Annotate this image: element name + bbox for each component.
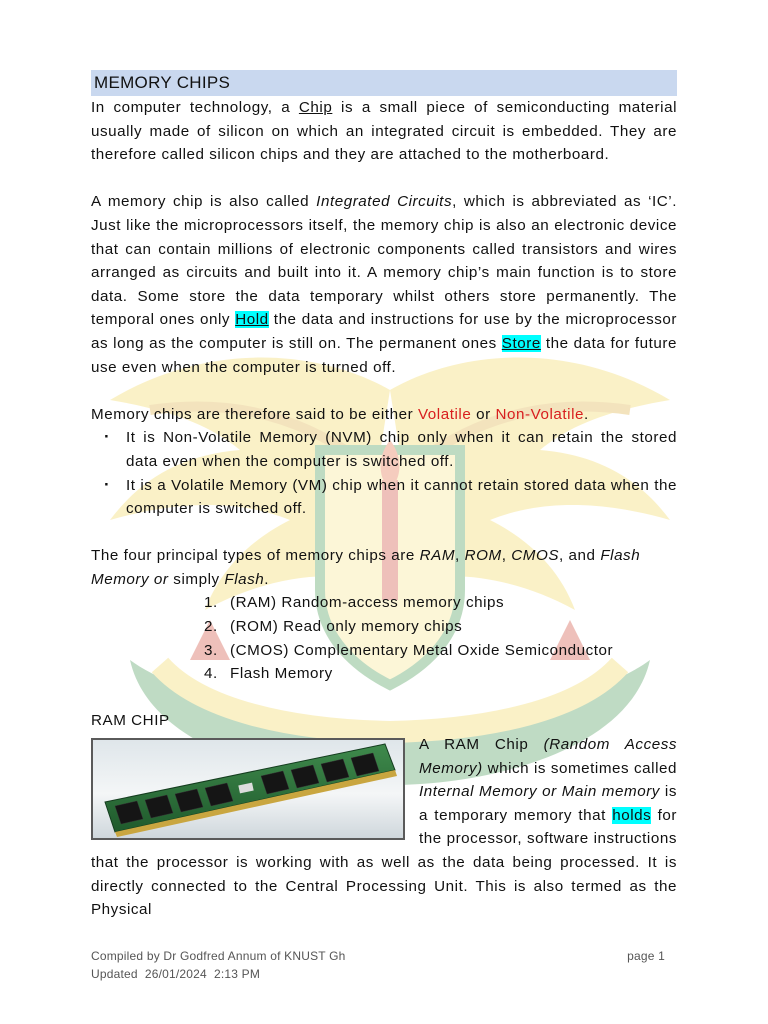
list-item: · It is Non-Volatile Memory (NVM) chip only when it can retain the stored data even when the computer is switched off. [91, 426, 677, 473]
term-cmos: CMOS [511, 547, 559, 565]
ram-module-icon [93, 740, 403, 838]
paragraph-chip-types: The four principal types of memory chips are RAM, ROM, CMOS, and Flash Memory or simply Flash. [91, 547, 641, 588]
paragraph-chip-definition: In computer technology, a Chip is a small piece of semiconducting material usually made of silicon on which an integrated circuit is embedded. They are therefore called silicon chips and they are attached to the motherboard. [91, 99, 678, 164]
section-heading-ram-chip: RAM CHIP [91, 712, 170, 730]
paragraph-volatility: Memory chips are therefore said to be either Volatile or Non-Volatile. [91, 405, 589, 423]
paragraph-ram-chip: A RAM Chip (Random Access Memory) which is sometimes called Internal Memory or Main memory is a temporary memory that holds for the processor, software instructions that the processor is working with as well as the data being processed. It is directly connected to the Central Processing Unit. This is also termed as the Physical [91, 736, 678, 919]
ram-section [91, 733, 677, 922]
footer-page-number: page 1 [627, 949, 665, 963]
highlight-hold: Hold [235, 311, 269, 329]
memory-types-list [91, 591, 677, 685]
list-item: 2. (ROM) Read only memory chips [204, 618, 463, 636]
footer-compiled-by: Compiled by Dr Godfred Annum of KNUST Gh [91, 949, 346, 963]
ram-module-image [91, 738, 405, 840]
list-item: 4. Flash Memory [204, 665, 333, 683]
highlight-holds: holds [612, 806, 652, 824]
term-internal-memory: Internal Memory or Main memory [419, 783, 660, 801]
term-ram: RAM [419, 547, 456, 565]
volatility-bullet-list [91, 426, 677, 520]
page-footer [91, 947, 665, 983]
document-body [91, 70, 677, 922]
list-item: 3. (CMOS) Complementary Metal Oxide Semiconductor [204, 641, 614, 659]
paragraph-memory-chip: A memory chip is also called Integrated Circuits, which is abbreviated as ‘IC’. Just like the microprocessors itself, the memory chip is also an electronic device that can contain millions of electronic components called transistors and wires arranged as circuits and built into it. A memory chip’s main function is to store data. Some store the data temporary whilst others store permanently. The temporal ones only Hold the data and instructions for use by the microprocessor as long as the computer is still on. The permanent ones Store the data for future use even when the computer is turned off. [91, 193, 677, 376]
term-flash: Flash [224, 570, 265, 588]
term-non-volatile: Non-Volatile [495, 405, 584, 423]
term-chip: Chip [298, 99, 333, 116]
footer-updated: Updated 26/01/2024 2:13 PM [91, 967, 261, 981]
page-heading: MEMORY CHIPS [91, 70, 677, 96]
highlight-store: Store [501, 334, 541, 352]
term-flash-memory: Flash Memory or [91, 547, 641, 588]
term-rom: ROM [464, 547, 502, 565]
term-random-access-memory: (Random Access Memory) [419, 736, 678, 777]
list-item: · It is a Volatile Memory (VM) chip when it cannot retain stored data when the computer is switched off. [91, 474, 677, 521]
term-integrated-circuits: Integrated Circuits [316, 193, 453, 211]
list-item: 1. (RAM) Random-access memory chips [204, 594, 505, 612]
term-volatile: Volatile [417, 405, 472, 423]
